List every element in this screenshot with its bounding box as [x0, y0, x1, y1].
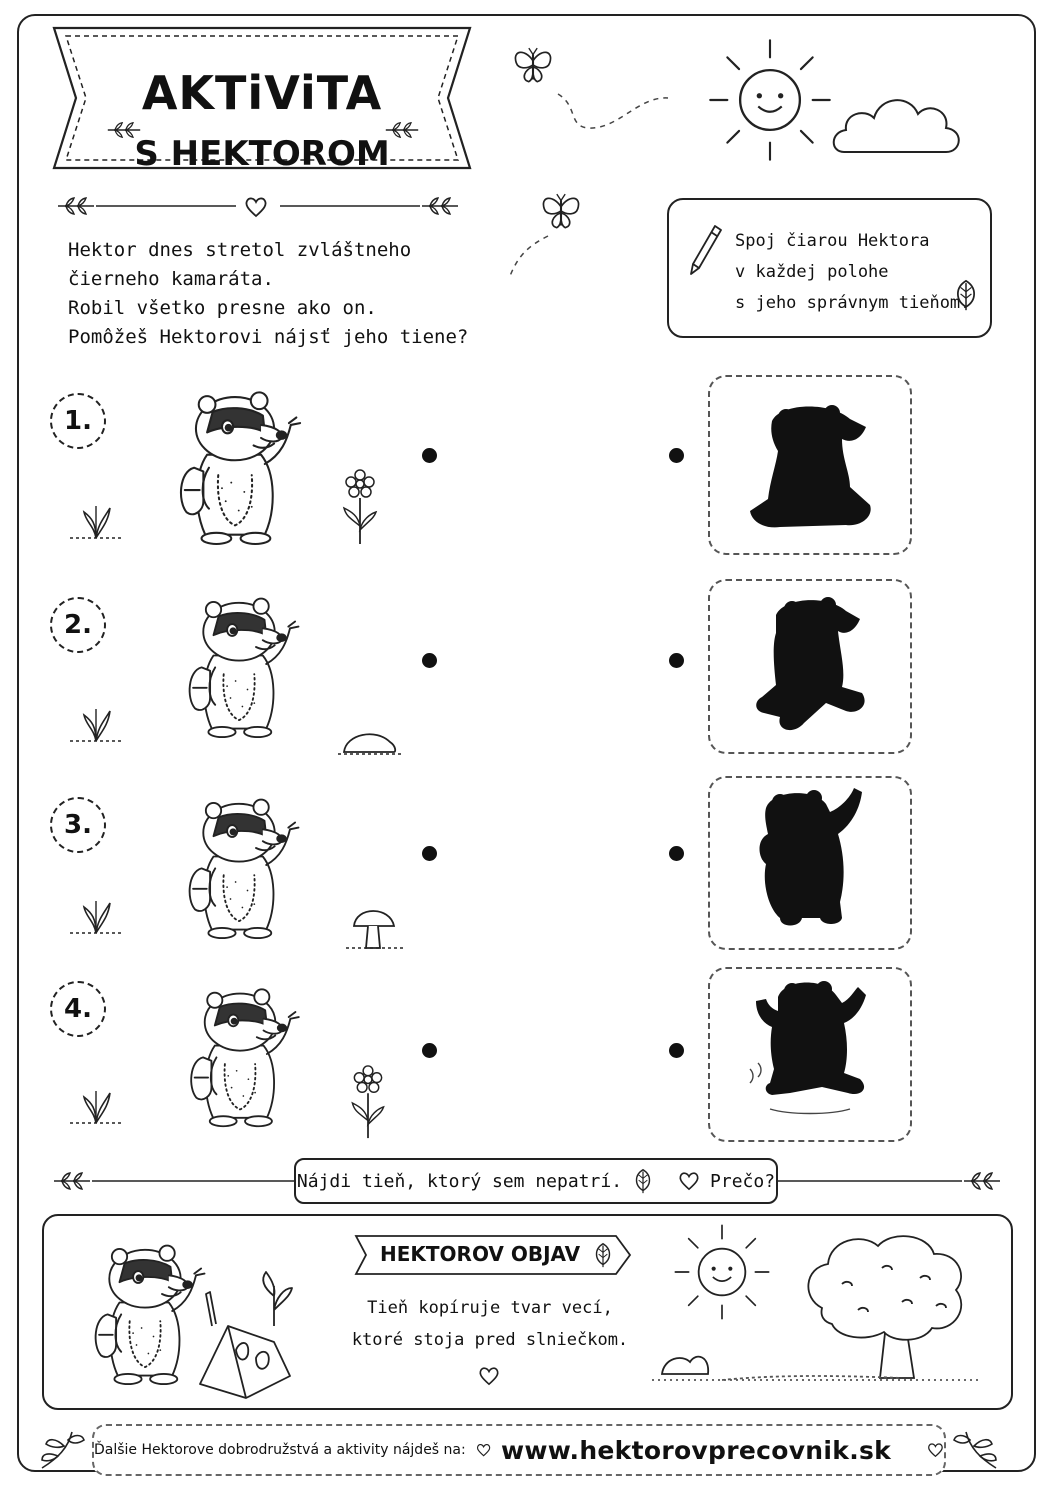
instruction-line: Spoj čiarou Hektora: [735, 231, 930, 251]
footer-sprig-icon: [38, 1428, 92, 1472]
footer-sprig-icon: [946, 1428, 1000, 1472]
row-number: 1.: [50, 393, 106, 449]
badger-walking: [156, 966, 324, 1142]
question-divider-right: [776, 1168, 1002, 1194]
discovery-line: Tieň kopíruje tvar vecí,: [367, 1298, 613, 1318]
row-number: 3.: [50, 797, 106, 853]
discovery-line: ktoré stoja pred slniečkom.: [351, 1330, 629, 1350]
connect-dot-left[interactable]: [422, 653, 437, 668]
intro-line: Hektor dnes stretol zvláštneho: [68, 239, 412, 261]
badger-jumping: [154, 574, 324, 754]
butterfly-icon: [510, 46, 556, 88]
discovery-title: HEKTOROV OBJAV: [380, 1242, 581, 1266]
shadow-walking: [710, 581, 910, 753]
connect-dot-left[interactable]: [422, 846, 437, 861]
shadow-card: [708, 579, 912, 754]
title-divider: [56, 194, 460, 218]
page-subtitle: S HEKTOROM: [134, 134, 390, 174]
connect-dot-left[interactable]: [422, 448, 437, 463]
title-banner: [52, 26, 472, 174]
mushroom-icon: [344, 904, 408, 954]
badger-reading: [60, 1226, 310, 1400]
instruction-box: [667, 198, 992, 338]
row-number: 2.: [50, 597, 106, 653]
flight-path: [508, 86, 678, 286]
leaf-icon: [953, 278, 979, 312]
question-text: Nájdi tieň, ktorý sem nepatrí.: [296, 1170, 623, 1192]
instruction-text: [735, 226, 970, 319]
question-why: Prečo?: [710, 1170, 776, 1192]
connect-dot-right[interactable]: [669, 846, 684, 861]
connect-dot-right[interactable]: [669, 1043, 684, 1058]
badger-sitting: [154, 776, 324, 954]
connect-dot-left[interactable]: [422, 1043, 437, 1058]
question-box: [294, 1158, 778, 1204]
discovery-title-banner: [354, 1234, 632, 1276]
flower-icon: [348, 1064, 388, 1142]
sprig-icon: [106, 116, 142, 144]
intro-text: [68, 236, 488, 352]
badger-waving: [142, 368, 328, 560]
instruction-line: s jeho správnym tieňom.: [735, 293, 971, 313]
footer-bar: [92, 1424, 946, 1476]
grass-icon: [66, 880, 126, 950]
instruction-line: v každej polohe: [735, 262, 889, 282]
leaf-icon: [632, 1168, 654, 1194]
stone-icon: [336, 724, 406, 758]
leaf-icon: [592, 1242, 614, 1268]
heart-icon: [478, 1366, 500, 1386]
shadow-card: [708, 375, 912, 555]
pencil-icon: [687, 224, 723, 276]
intro-line: Pomôžeš Hektorovi nájsť jeho tiene?: [68, 326, 469, 348]
grass-icon: [66, 690, 126, 756]
grass-icon: [66, 482, 126, 558]
shadow-waving: [710, 778, 910, 948]
discovery-text: [320, 1292, 660, 1356]
shadow-card: [708, 967, 912, 1142]
sprig-icon: [384, 116, 420, 144]
heart-icon: [476, 1442, 491, 1458]
row-number: 4.: [50, 981, 106, 1037]
heart-icon: [678, 1171, 700, 1191]
footer-url-link[interactable]: www.hektorovprecovnik.sk: [500, 1435, 892, 1465]
connect-dot-right[interactable]: [669, 653, 684, 668]
intro-line: čierneho kamaráta.: [68, 268, 274, 290]
page-title: AKTiViTA: [141, 66, 383, 120]
flower-icon: [340, 458, 380, 558]
shadow-jumping: [710, 969, 910, 1141]
intro-line: Robil všetko presne ako on.: [68, 297, 377, 319]
question-divider-left: [52, 1168, 298, 1194]
tree-scene: [652, 1228, 992, 1394]
heart-icon: [927, 1441, 944, 1459]
shadow-sitting: [710, 377, 910, 553]
footer-text: Ďalšie Hektorove dobrodružstvá a aktivity nájdeš na:: [94, 1442, 466, 1458]
shadow-card: [708, 776, 912, 950]
connect-dot-right[interactable]: [669, 448, 684, 463]
sun-icon: [706, 36, 834, 164]
grass-icon: [66, 1070, 126, 1140]
cloud-icon: [830, 86, 966, 162]
